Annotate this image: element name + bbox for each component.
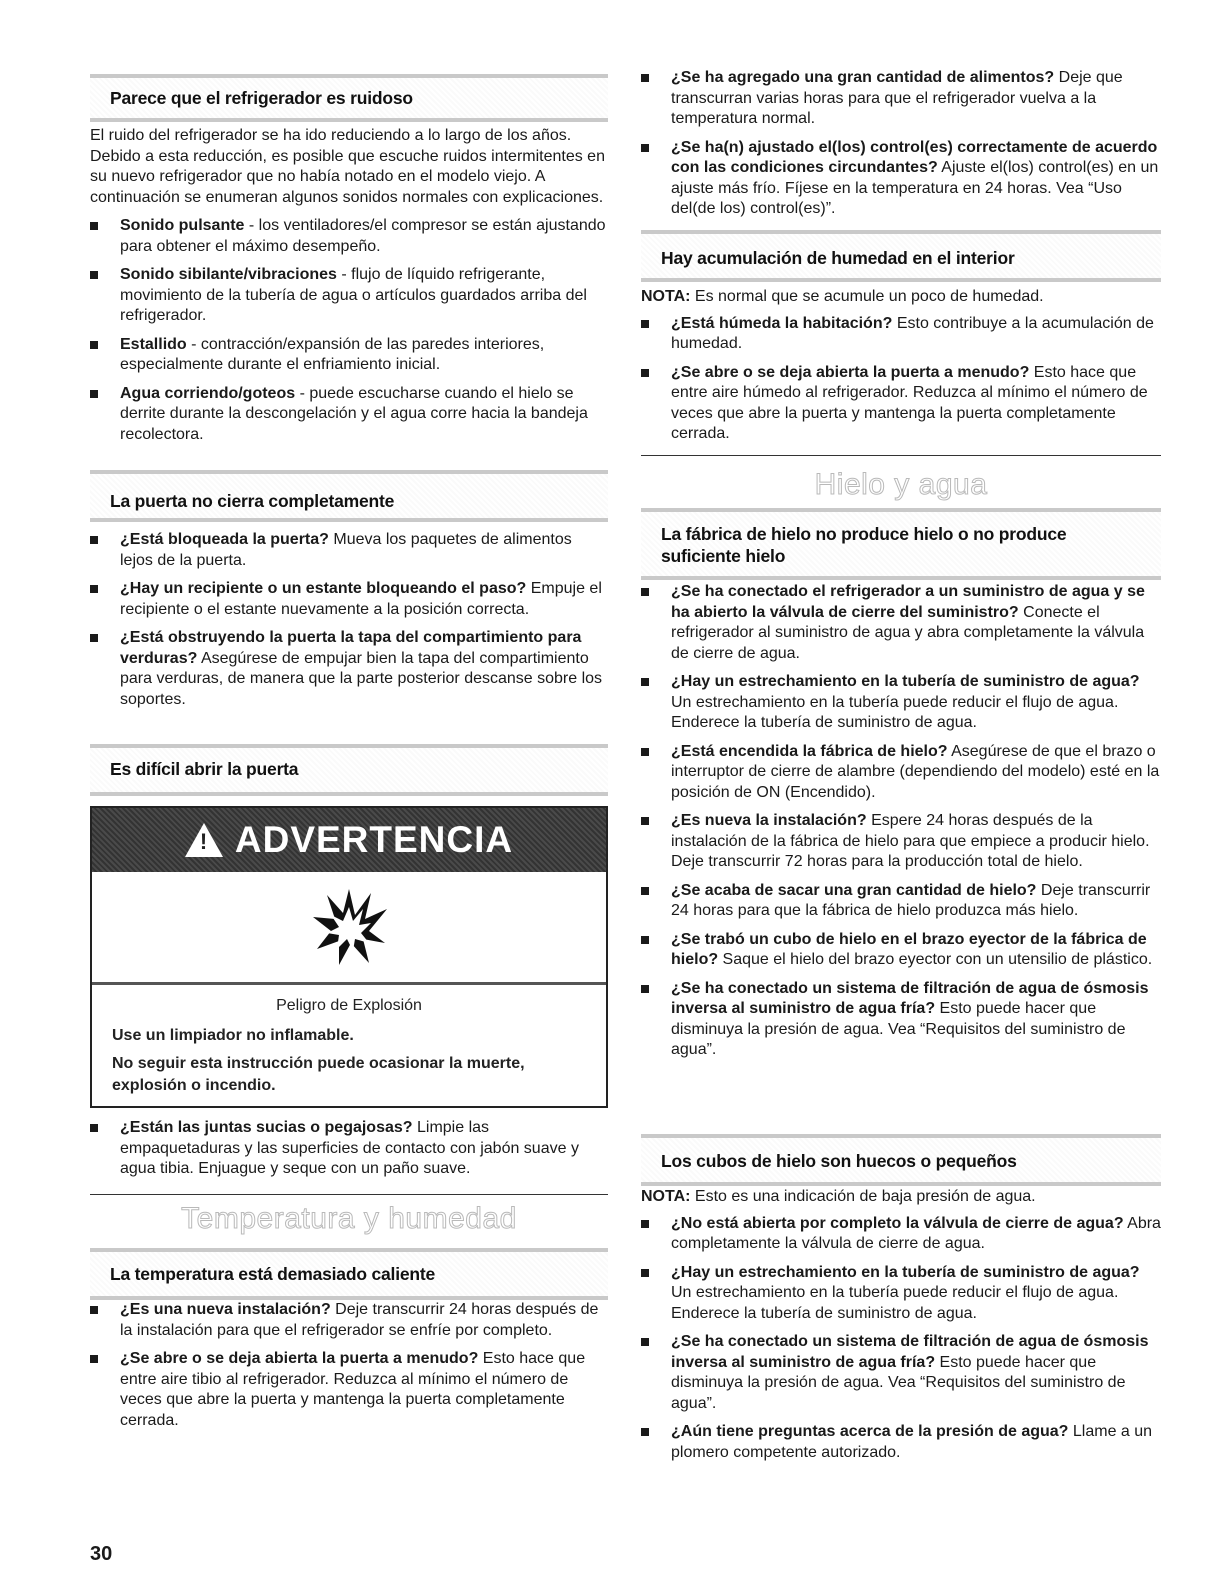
item-text: - flujo de líquido refrigerante, movimiento de la tubería de agua o artículos guardados arriba del refrigerador. <box>120 266 587 324</box>
bullet-square-icon <box>641 887 649 895</box>
warning-title: ADVERTENCIA <box>234 819 514 860</box>
item-lead: ¿Se ha agregado una gran cantidad de alimentos? <box>671 69 1055 86</box>
temp-hot-list <box>90 1300 608 1431</box>
section-heading-door-open <box>90 744 608 796</box>
item-text: Ajuste el(los) control(es) en un ajuste más frío. Fíjese en la temperatura en 24 horas. Vea “Uso del(de los) control(es)”. <box>671 159 1159 217</box>
item-lead: ¿Aún tiene preguntas acerca de la presión de agua? <box>671 1423 1069 1440</box>
item-text: Empuje el recipiente o el estante nuevamente a la posición correcta. <box>120 580 602 618</box>
bullet-square-icon <box>641 369 649 377</box>
temp-cont-block <box>641 68 1161 228</box>
heading-temp-hot: La temperatura está demasiado caliente <box>110 1264 436 1284</box>
section-heading-door-close <box>90 470 608 522</box>
warning-subtitle: Peligro de Explosión <box>276 997 422 1014</box>
cubes-list <box>641 1214 1161 1464</box>
item-lead: ¿Está encendida la fábrica de hielo? <box>671 742 948 760</box>
item-lead: ¿Está bloqueada la puerta? <box>120 531 329 548</box>
section-heading-cubes <box>641 1134 1161 1186</box>
heading-noise: Parece que el refrigerador es ruidoso <box>110 88 413 108</box>
explosion-icon <box>92 872 606 982</box>
list-item <box>90 384 608 446</box>
item-lead: Sonido sibilante/vibraciones <box>120 266 337 283</box>
section-heading-moisture <box>641 230 1161 282</box>
item-text: Llame a un plomero competente autorizado. <box>671 1423 1153 1461</box>
bullet-square-icon <box>90 1124 98 1132</box>
heading-cubes: Los cubos de hielo son huecos o pequeños <box>661 1151 1017 1171</box>
section-heading-icemaker <box>641 508 1161 580</box>
bullet-square-icon <box>90 390 98 398</box>
list-item <box>90 628 608 710</box>
bullet-square-icon <box>90 585 98 593</box>
heading-icemaker: La fábrica de hielo no produce hielo o no produce suficiente hielo <box>661 524 1067 566</box>
item-lead: ¿Hay un estrechamiento en la tubería de suministro de agua? <box>671 1263 1140 1281</box>
list-item <box>90 579 608 620</box>
warning-header <box>92 808 606 872</box>
moisture-list <box>641 314 1161 445</box>
bullet-square-icon <box>641 588 649 596</box>
list-item <box>641 811 1161 873</box>
item-lead: ¿Se ha conectado el refrigerador a un suministro de agua y se ha abierto la válvula de cierre del suministro? <box>671 583 1145 621</box>
item-lead: ¿Se acaba de sacar una gran cantidad de hielo? <box>671 881 1037 899</box>
section-rule-ice <box>641 455 1161 456</box>
moisture-block <box>641 287 1161 453</box>
bullet-square-icon <box>641 1338 649 1346</box>
item-text: Esto puede hacer que disminuya la presión de agua. Vea “Requisitos del suministro de agua”. <box>671 1353 1126 1412</box>
item-text: Esto contribuye a la acumulación de humedad. <box>671 314 1154 352</box>
bullet-square-icon <box>641 144 649 152</box>
bullet-square-icon <box>90 222 98 230</box>
noise-list <box>90 216 608 445</box>
item-lead: ¿Está obstruyendo la puerta la tapa del compartimiento para verduras? <box>120 629 582 667</box>
item-text: - puede escucharse cuando el hielo se derrite durante la descongelación y el agua corre hacia la bandeja recolectora. <box>120 384 588 443</box>
list-item <box>641 930 1161 971</box>
noise-block <box>90 126 608 453</box>
item-lead: Estallido <box>120 335 187 353</box>
item-text: Esto hace que entre aire húmedo al refrigerador. Reduzca al mínimo el número de veces que abre la puerta y mantenga la puerta completamente cerrada. <box>671 363 1148 442</box>
item-text: Mueva los paquetes de alimentos lejos de la puerta. <box>120 531 572 569</box>
bullet-square-icon <box>641 1269 649 1277</box>
item-text: Asegúrese de empujar bien la tapa del compartimiento para verduras, de manera que la parte posterior descanse sobre los soportes. <box>120 649 603 708</box>
list-item: ¿Están las juntas sucias o pegajosas? Limpie las empaquetaduras y las superficies de contacto con jabón suave y agua tibia. Enjuague y seque con un paño suave. <box>90 1118 608 1180</box>
item-lead: ¿Se abre o se deja abierta la puerta a menudo? <box>120 1350 479 1367</box>
list-item <box>641 979 1161 1061</box>
item-text: Asegúrese de que el brazo o interruptor de cierre de alambre (dependiendo del modelo) esté en la posición de ON (Encendido). <box>671 742 1160 801</box>
list-item <box>90 530 608 571</box>
item-lead: ¿Es una nueva instalación? <box>120 1301 331 1318</box>
bullet-square-icon <box>641 748 649 756</box>
list-item <box>641 582 1161 664</box>
item-text: Saque el hielo del brazo eyector con un utensilio de plástico. <box>718 951 1153 968</box>
list-item <box>90 216 608 257</box>
item-text: Esto hace que entre aire tibio al refrigerador. Reduzca al mínimo el número de veces que abre la puerta y mantenga la puerta completamente cerrada. <box>120 1350 586 1429</box>
door-close-block <box>90 530 608 718</box>
list-item <box>90 1300 608 1341</box>
bullet-square-icon <box>90 1306 98 1314</box>
door-open-list <box>90 1118 608 1180</box>
list-item <box>641 742 1161 804</box>
item-text: - los ventiladores/el compresor se están ajustando para obtener el máximo desempeño. <box>120 217 606 255</box>
icemaker-block <box>641 582 1161 1069</box>
temp-cont-list <box>641 68 1161 220</box>
item-text: Deje que transcurran varias horas para que el refrigerador vuelva a la temperatura normal. <box>671 69 1123 127</box>
section-title-temp: Temperatura y humedad <box>181 1202 517 1235</box>
moisture-note: NOTA: Es normal que se acumule un poco de humedad. <box>641 288 1044 305</box>
bullet-square-icon <box>90 536 98 544</box>
item-lead: ¿Se ha(n) ajustado el(los) control(es) correctamente de acuerdo con las condiciones circundantes? <box>671 138 1158 176</box>
item-text: - contracción/expansión de las paredes interiores, especialmente durante el enfriamiento inicial. <box>120 335 545 373</box>
bullet-square-icon <box>641 817 649 825</box>
bullet-square-icon <box>641 936 649 944</box>
bullet-square-icon <box>641 985 649 993</box>
item-lead: Sonido pulsante <box>120 217 245 234</box>
section-heading-temp-hot <box>90 1248 608 1300</box>
cubes-block <box>641 1187 1161 1471</box>
list-item <box>641 138 1161 220</box>
item-text: Espere 24 horas después de la instalación de la fábrica de hielo para que empiece a producir hielo. Deje transcurrir 72 horas para la producción total de hielo. <box>671 812 1150 870</box>
item-lead: ¿Hay un estrechamiento en la tubería de suministro de agua? <box>671 673 1140 690</box>
item-text: Conecte el refrigerador al suministro de agua y abra completamente la válvula de cierre de agua. <box>671 603 1145 662</box>
icemaker-list <box>641 582 1161 1061</box>
list-item <box>641 881 1161 922</box>
bullet-square-icon <box>641 320 649 328</box>
item-text: Abra completamente la válvula de cierre de agua. <box>671 1214 1161 1252</box>
bullet-square-icon <box>641 74 649 82</box>
bullet-square-icon <box>641 1220 649 1228</box>
bullet-square-icon <box>641 678 649 686</box>
warning-line-1: Use un limpiador no inflamable. <box>112 1027 354 1044</box>
item-text: Un estrechamiento en la tubería puede reducir el flujo de agua. Enderece la tubería de suministro de agua. <box>671 1284 1119 1322</box>
list-item <box>90 265 608 327</box>
item-lead: ¿Se ha conectado un sistema de filtración de agua de ósmosis inversa al suministro de agua fría? <box>671 1333 1149 1371</box>
item-lead: ¿No está abierta por completo la válvula de cierre de agua? <box>671 1214 1124 1232</box>
item-lead: ¿Se ha conectado un sistema de filtración de agua de ósmosis inversa al suministro de agua fría? <box>671 979 1149 1017</box>
warning-line-2: No seguir esta instrucción puede ocasionar la muerte, explosión o incendio. <box>112 1055 525 1094</box>
item-lead: Agua corriendo/goteos <box>120 384 296 402</box>
door-close-list <box>90 530 608 710</box>
list-item <box>641 1332 1161 1414</box>
item-text: Un estrechamiento en la tubería puede reducir el flujo de agua. Enderece la tubería de suministro de agua. <box>671 693 1119 731</box>
bullet-square-icon <box>641 1428 649 1436</box>
item-text: Esto puede hacer que disminuya la presión de agua. Vea “Requisitos del suministro de agua”. <box>671 1000 1126 1058</box>
item-text: Deje transcurrir 24 horas para que la fábrica de hielo produzca más hielo. <box>671 881 1151 919</box>
warning-triangle-icon: ! <box>185 823 223 857</box>
temp-hot-block <box>90 1300 608 1439</box>
section-title-ice: Hielo y agua <box>814 468 988 501</box>
bullet-square-icon <box>90 1355 98 1363</box>
item-lead: ¿Es nueva la instalación? <box>671 812 867 829</box>
heading-door-open: Es difícil abrir la puerta <box>110 759 299 779</box>
noise-intro: El ruido del refrigerador se ha ido reduciendo a lo largo de los años. Debido a esta reducción, es posible que escuche ruidos intermitentes en su nuevo refrigerador que no había notado en el modelo viejo. A continuación se enumeran algunos sonidos normales con explicaciones. <box>90 127 605 206</box>
warning-body <box>92 982 606 1117</box>
bullet-square-icon <box>90 341 98 349</box>
page-number: 30 <box>90 1543 113 1565</box>
list-item <box>641 1263 1161 1325</box>
list-item <box>641 672 1161 734</box>
bullet-square-icon <box>90 271 98 279</box>
heading-moisture: Hay acumulación de humedad en el interior <box>661 248 1015 268</box>
item-lead: ¿Hay un recipiente o un estante bloqueando el paso? <box>120 580 527 597</box>
section-heading-noise <box>90 74 608 122</box>
list-item <box>641 363 1161 445</box>
cubes-note: NOTA: Esto es una indicación de baja presión de agua. <box>641 1188 1036 1205</box>
list-item <box>641 1214 1161 1255</box>
list-item <box>641 314 1161 355</box>
heading-door-close: La puerta no cierra completamente <box>110 491 395 511</box>
list-item <box>90 1349 608 1431</box>
bullet-square-icon <box>90 634 98 642</box>
item-lead: ¿Se trabó un cubo de hielo en el brazo eyector de la fábrica de hielo? <box>671 930 1147 968</box>
item-text: Deje transcurrir 24 horas después de la instalación para que el refrigerador se enfríe por completo. <box>120 1301 599 1339</box>
list-item <box>641 1422 1161 1463</box>
item-lead: ¿Está húmeda la habitación? <box>671 314 893 332</box>
warning-box <box>90 806 608 1108</box>
list-item <box>90 335 608 376</box>
list-item <box>641 68 1161 130</box>
section-rule-temp <box>90 1194 608 1195</box>
item-lead: ¿Se abre o se deja abierta la puerta a menudo? <box>671 363 1030 381</box>
door-open-block <box>90 1118 608 1188</box>
